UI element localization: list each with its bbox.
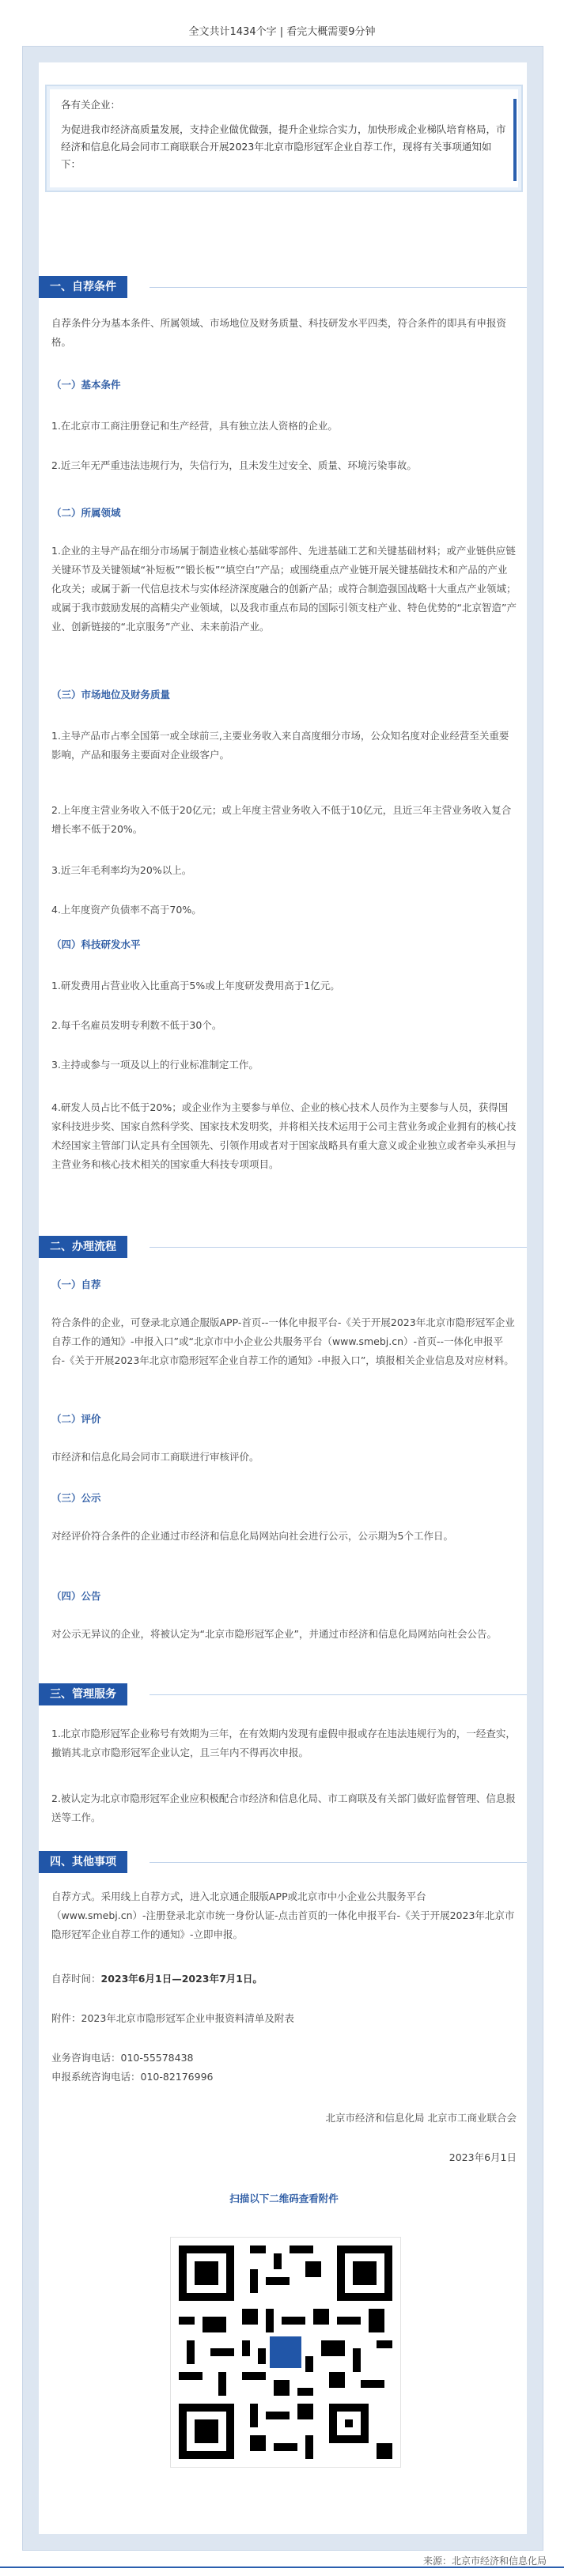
paragraph: 1.在北京市工商注册登记和生产经营，具有独立法人资格的企业。 (51, 420, 338, 432)
salutation: 各有关企业： (61, 99, 121, 111)
qr-code (170, 2237, 401, 2468)
accent-bar (513, 99, 517, 181)
divider (150, 287, 527, 288)
paragraph: 2.近三年无严重违法违规行为，失信行为，且未发生过安全、质量、环境污染事故。 (51, 459, 417, 471)
paragraph: 对经评价符合条件的企业通过市经济和信息化局网站向社会进行公示，公示期为5个工作日。 (51, 1530, 453, 1542)
paragraph: 2.每千名雇员发明专利数不低于30个。 (51, 1019, 222, 1031)
attachment-note: 附件：2023年北京市隐形冠军企业申报资料清单及附表 (51, 2012, 294, 2024)
paragraph: 4.研发人员占比不低于20%；或企业作为主要参与单位、企业的核心技术人员作为主要参与人员，获得国家科技进步奖、国家自然科学奖、国家技术发明奖，并将相关技术运用于公司主营业务或企业拥有的核心技术经国家主管部门认定具有全国领先、引领作用或者对于国家战略具有重大意义或企业独立或者牵头承担与主营业务和核心技术相关的国家重大科技专项项目。 (51, 1101, 517, 1170)
section-title: 二、办理流程 (39, 1236, 127, 1258)
paragraph: 3.近三年毛利率均为20%以上。 (51, 864, 192, 876)
subheading: （二）所属领域 (51, 507, 121, 519)
qr-code-graphic (171, 2238, 400, 2467)
intro-text: 为促进我市经济高质量发展，支持企业做优做强，提升企业综合实力，加快形成企业梯队培育格局，市经济和信息化局会同市工商联联合开展2023年北京市隐形冠军企业自荐工作，现将有关事项通知如下： (61, 123, 506, 170)
paragraph: 1.研发费用占营业收入比重高于5%或上年度研发费用高于1亿元。 (51, 980, 340, 991)
divider (150, 1862, 527, 1863)
section-title: 三、管理服务 (39, 1683, 127, 1705)
qr-caption: 扫描以下二维码查看附件 (229, 2193, 339, 2204)
section-header-1 (39, 276, 527, 300)
paragraph: 市经济和信息化局会同市工商联进行审核评价。 (51, 1451, 259, 1463)
paragraph: 4.上年度资产负债率不高于70%。 (51, 904, 202, 916)
time-label: 自荐时间： (51, 1973, 101, 1985)
time-value: 2023年6月1日—2023年7月1日。 (100, 1973, 263, 1985)
source-credit: 来源：北京市经济和信息化局 (422, 2555, 547, 2567)
paragraph: 对公示无异议的企业，将被认定为“北京市隐形冠军企业”，并通过市经济和信息化局网站向社会公告。 (51, 1628, 497, 1640)
subheading: （四）科技研发水平 (51, 939, 141, 950)
paragraph: 符合条件的企业，可登录北京通企服版APP-首页--一体化申报平台-《关于开展2023年北京市隐形冠军企业自荐工作的通知》-申报入口”或“北京市中小企业公共服务平台（www.smebj.cn）-首页--一体化申报平台-《关于开展2023年北京市隐形冠军企业自荐工作的通知》-申报入口”，填报相关企业信息及对应材料。 (51, 1316, 515, 1366)
subheading: （三）市场地位及财务质量 (51, 689, 171, 701)
footer-line (0, 2567, 564, 2568)
intro-letter-box (45, 85, 523, 192)
section-header-2 (39, 1236, 527, 1260)
paragraph: 1.企业的主导产品在细分市场属于制造业核心基础零部件、先进基础工艺和关键基础材料；或产业链供应链关键环节及关键领域“补短板”“锻长板”“填空白”产品；或围绕重点产业链开展关键基础技术和产品的产业化攻关；或属于新一代信息技术与实体经济深度融合的创新产品；或符合制造强国战略十大重点产业领域；或属于我市鼓励发展的高精尖产业领域，以及我市重点布局的国际引领支柱产业、特色优势的“北京智造”产业、创新链接的“北京服务”产业、未来前沿产业。 (51, 545, 517, 633)
contact-business: 业务咨询电话：010-55578438 (51, 2052, 194, 2064)
submission-time (51, 1970, 517, 1989)
divider (150, 1694, 527, 1695)
article-card (22, 46, 543, 2551)
paragraph: 1.主导产品市占率全国第一或全球前三,主要业务收入来自高度细分市场，公众知名度对企业经营至关重要影响，产品和服务主要面对企业级客户。 (51, 730, 509, 761)
sign-date: 2023年6月1日 (449, 2151, 517, 2163)
subheading: （三）公示 (51, 1492, 101, 1504)
divider (150, 1247, 527, 1248)
subheading: （一）自荐 (51, 1279, 101, 1290)
section-title: 一、自荐条件 (39, 276, 127, 298)
section-1-intro: 自荐条件分为基本条件、所属领域、市场地位及财务质量、科技研发水平四类，符合条件的即具有申报资格。 (51, 317, 507, 348)
contact-system: 申报系统咨询电话：010-82176996 (51, 2071, 214, 2083)
paragraph: 1.北京市隐形冠军企业称号有效期为三年，在有效期内发现有虚假申报或存在违法违规行为的，一经查实，撤销其北京市隐形冠军企业认定，且三年内不得再次申报。 (51, 1728, 516, 1758)
paragraph: 自荐方式。采用线上自荐方式，进入北京通企服版APP或北京市中小企业公共服务平台（www.smebj.cn）-注册登录北京市统一身份认证-点击首页的一体化申报平台-《关于开展2023年北京市隐形冠军企业自荐工作的通知》-立即申报。 (51, 1890, 515, 1940)
paragraph: 2.被认定为北京市隐形冠军企业应积极配合市经济和信息化局、市工商联及有关部门做好监督管理、信息报送等工作。 (51, 1792, 516, 1823)
subheading: （四）公告 (51, 1590, 101, 1602)
section-header-3 (39, 1683, 527, 1707)
section-header-4 (39, 1851, 527, 1875)
paragraph: 2.上年度主营业务收入不低于20亿元；或上年度主营业务收入不低于10亿元，且近三年主营业务收入复合增长率不低于20%。 (51, 804, 512, 835)
subheading: （二）评价 (51, 1413, 101, 1425)
article-body (39, 62, 527, 2534)
section-title: 四、其他事项 (39, 1851, 127, 1873)
subheading: （一）基本条件 (51, 379, 121, 391)
paragraph: 3.主持或参与一项及以上的行业标准制定工作。 (51, 1059, 259, 1071)
reading-info: 全文共计1434个字 | 看完大概需要9分钟 (188, 25, 376, 38)
signature: 北京市经济和信息化局 北京市工商业联合会 (325, 2112, 517, 2124)
